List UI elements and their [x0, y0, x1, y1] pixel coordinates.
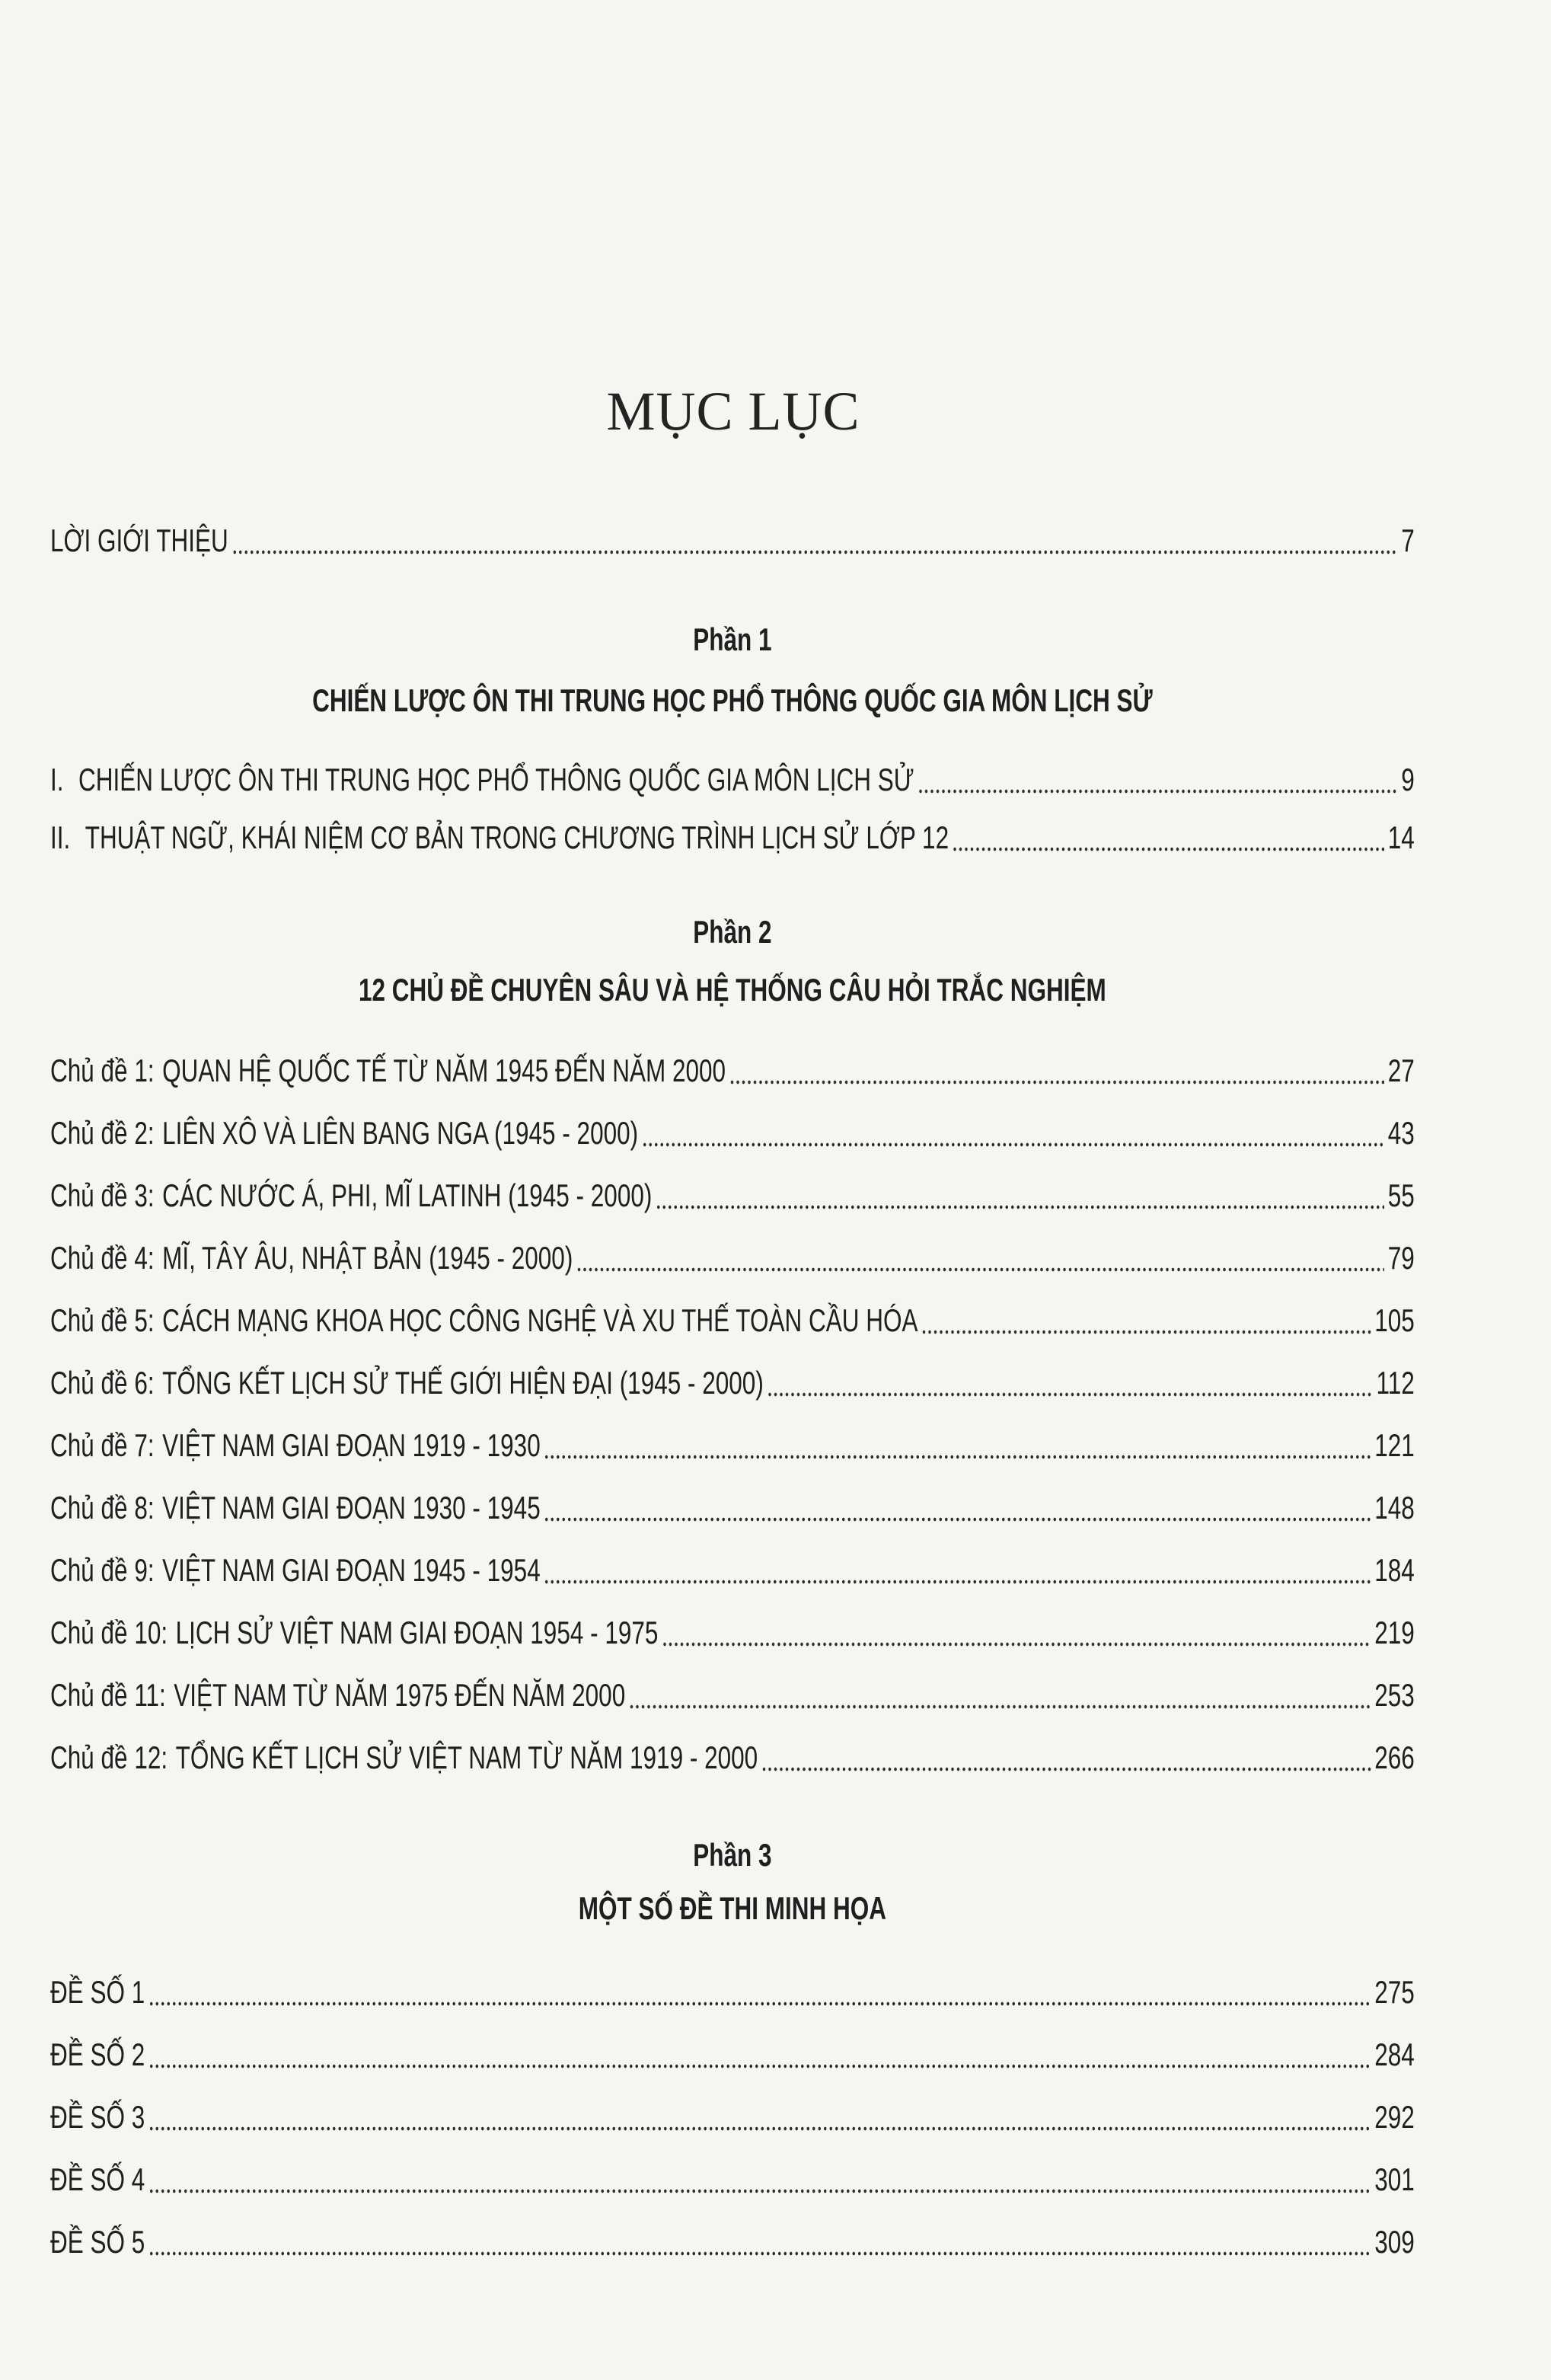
entry-title: ĐỀ SỐ 4: [50, 2161, 145, 2197]
entry-prefix: Chủ đề 5:: [50, 1302, 155, 1338]
page-number: 275: [1374, 1974, 1415, 2010]
page-number: 292: [1374, 2099, 1415, 2135]
entry-prefix: Chủ đề 2:: [50, 1115, 155, 1151]
dot-leader: [576, 1235, 1384, 1281]
page-number: 219: [1374, 1615, 1415, 1650]
dot-leader: [148, 1969, 1371, 2015]
dot-leader: [544, 1485, 1371, 1531]
page-number: 79: [1387, 1240, 1415, 1276]
part-1-title: CHIẾN LƯỢC ÔN THI TRUNG HỌC PHỔ THÔNG QUỐC GIA MÔN LỊCH SỬ: [312, 682, 1153, 718]
entry-prefix: I.: [50, 762, 64, 797]
toc-entry: [50, 1423, 1415, 1468]
dot-leader: [921, 1298, 1371, 1343]
part-1-label: Phần 1: [693, 621, 772, 657]
toc-entry: [50, 2219, 1415, 2265]
toc-entry: [50, 1610, 1415, 1656]
toc-entry: [50, 2157, 1415, 2203]
toc-entry: [50, 1735, 1415, 1781]
page-number: 121: [1374, 1427, 1415, 1463]
page-number: 284: [1374, 2037, 1415, 2072]
entry-title: LỊCH SỬ VIỆT NAM GIAI ĐOẠN 1954 - 1975: [175, 1615, 659, 1650]
entry-prefix: II.: [50, 819, 71, 855]
toc-entry: [50, 1110, 1415, 1156]
toc-entry: [50, 2032, 1415, 2078]
entry-prefix: Chủ đề 4:: [50, 1240, 155, 1276]
page-number: 105: [1374, 1302, 1415, 1338]
dot-leader: [953, 815, 1385, 861]
part-3-title: MỘT SỐ ĐỀ THI MINH HỌA: [578, 1890, 886, 1926]
dot-leader: [642, 1110, 1385, 1156]
dot-leader: [767, 1360, 1373, 1406]
page-number: 309: [1374, 2224, 1415, 2260]
entry-prefix: Chủ đề 3:: [50, 1177, 155, 1213]
entry-title: ĐỀ SỐ 3: [50, 2099, 145, 2135]
page-number: 14: [1387, 819, 1415, 855]
page-number: 253: [1374, 1677, 1415, 1713]
dot-leader: [148, 2032, 1371, 2078]
entry-prefix: Chủ đề 6:: [50, 1365, 155, 1401]
part-2-title: 12 CHỦ ĐỀ CHUYÊN SÂU VÀ HỆ THỐNG CÂU HỎI TRẮC NGHIỆM: [358, 972, 1106, 1008]
entry-title: VIỆT NAM GIAI ĐOẠN 1945 - 1954: [162, 1552, 541, 1588]
part-3-label: Phần 3: [693, 1837, 772, 1873]
table-of-contents: [50, 518, 1415, 2265]
entry-title: CHIẾN LƯỢC ÔN THI TRUNG HỌC PHỔ THÔNG QUỐC GIA MÔN LỊCH SỬ: [78, 762, 914, 797]
page-number: 43: [1387, 1115, 1415, 1151]
dot-leader: [662, 1610, 1371, 1656]
dot-leader: [148, 2157, 1371, 2203]
page-number: 27: [1387, 1053, 1415, 1088]
dot-leader: [148, 2219, 1371, 2265]
toc-entry-intro: [50, 518, 1415, 564]
entry-title: QUAN HỆ QUỐC TẾ TỪ NĂM 1945 ĐẾN NĂM 2000: [162, 1053, 726, 1088]
entry-title: LỜI GIỚI THIỆU: [50, 522, 228, 558]
toc-entry: [50, 1048, 1415, 1094]
toc-entry: [50, 1485, 1415, 1531]
page-number: 266: [1374, 1739, 1415, 1775]
entry-title: VIỆT NAM TỪ NĂM 1975 ĐẾN NĂM 2000: [174, 1677, 626, 1713]
dot-leader: [729, 1048, 1385, 1094]
toc-entry: [50, 1298, 1415, 1343]
page-number: 301: [1374, 2161, 1415, 2197]
toc-entry: [50, 1672, 1415, 1718]
toc-entry: [50, 1548, 1415, 1593]
entry-title: THUẬT NGỮ, KHÁI NIỆM CƠ BẢN TRONG CHƯƠNG TRÌNH LỊCH SỬ LỚP 12: [85, 819, 949, 855]
page-number: 55: [1387, 1177, 1415, 1213]
toc-entry: [50, 1360, 1415, 1406]
dot-leader: [918, 757, 1398, 803]
entry-title: TỔNG KẾT LỊCH SỬ THẾ GIỚI HIỆN ĐẠI (1945 - 2000): [162, 1365, 764, 1401]
dot-leader: [761, 1735, 1371, 1781]
entry-title: ĐỀ SỐ 5: [50, 2224, 145, 2260]
entry-prefix: Chủ đề 11:: [50, 1677, 166, 1713]
dot-leader: [629, 1672, 1371, 1718]
entry-title: ĐỀ SỐ 2: [50, 2037, 145, 2072]
dot-leader: [656, 1173, 1384, 1219]
entry-prefix: Chủ đề 9:: [50, 1552, 155, 1588]
entry-title: VIỆT NAM GIAI ĐOẠN 1919 - 1930: [162, 1427, 541, 1463]
page-number: 7: [1401, 522, 1415, 558]
toc-entry: [50, 2094, 1415, 2140]
page-number: 9: [1401, 762, 1415, 797]
dot-leader: [231, 518, 1398, 564]
entry-title: ĐỀ SỐ 1: [50, 1974, 145, 2010]
part-2-label: Phần 2: [693, 914, 772, 950]
toc-entry: [50, 815, 1415, 861]
entry-title: CÁCH MẠNG KHOA HỌC CÔNG NGHỆ VÀ XU THẾ TOÀN CẦU HÓA: [162, 1302, 918, 1338]
toc-entry: [50, 1173, 1415, 1219]
entry-prefix: Chủ đề 12:: [50, 1739, 168, 1775]
entry-title: MĨ, TÂY ÂU, NHẬT BẢN (1945 - 2000): [162, 1240, 573, 1276]
entry-prefix: Chủ đề 10:: [50, 1615, 168, 1650]
dot-leader: [544, 1548, 1371, 1593]
dot-leader: [544, 1423, 1371, 1468]
page-number: 148: [1374, 1490, 1415, 1525]
toc-entry: [50, 1969, 1415, 2015]
dot-leader: [148, 2094, 1371, 2140]
toc-entry: [50, 1235, 1415, 1281]
page-number: 184: [1374, 1552, 1415, 1588]
page-title: MỤC LỤC: [606, 381, 860, 442]
entry-title: CÁC NƯỚC Á, PHI, MĨ LATINH (1945 - 2000): [162, 1177, 653, 1213]
toc-entry: [50, 757, 1415, 803]
entry-title: LIÊN XÔ VÀ LIÊN BANG NGA (1945 - 2000): [162, 1115, 639, 1151]
entry-title: VIỆT NAM GIAI ĐOẠN 1930 - 1945: [162, 1490, 541, 1525]
entry-prefix: Chủ đề 1:: [50, 1053, 155, 1088]
entry-prefix: Chủ đề 7:: [50, 1427, 155, 1463]
entry-title: TỔNG KẾT LỊCH SỬ VIỆT NAM TỪ NĂM 1919 - 2000: [175, 1739, 758, 1775]
entry-prefix: Chủ đề 8:: [50, 1490, 155, 1525]
page-number: 112: [1376, 1365, 1415, 1401]
